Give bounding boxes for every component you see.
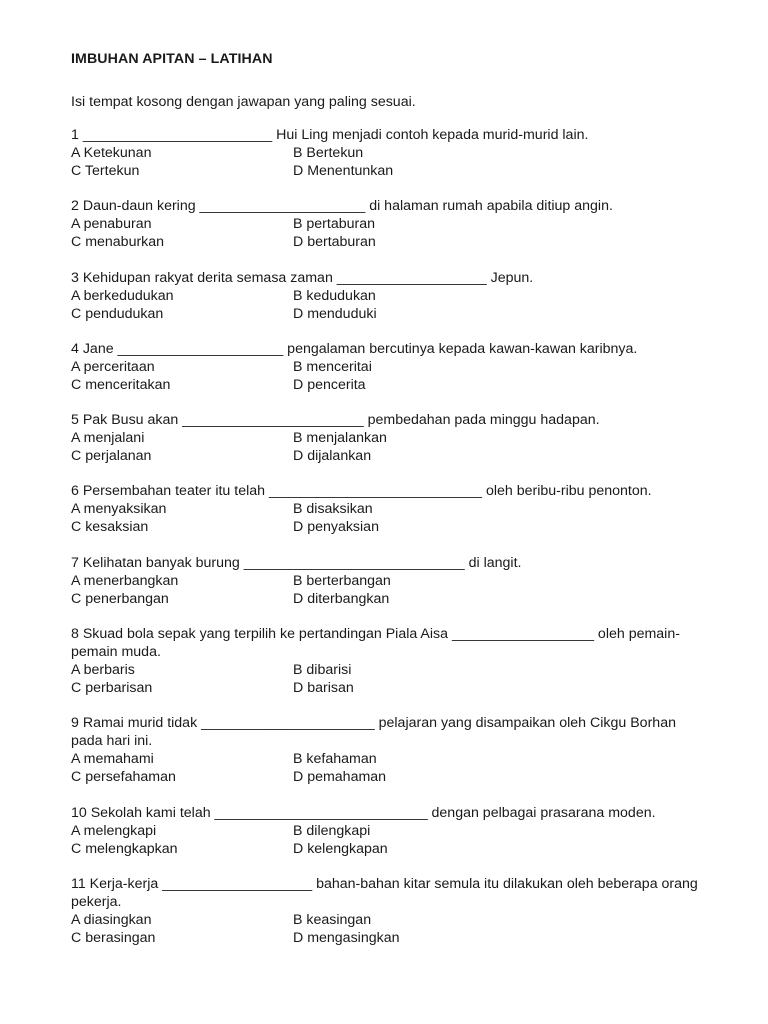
option-c: C berasingan xyxy=(71,929,156,946)
option-d: D diterbangkan xyxy=(293,590,390,607)
option-a: A melengkapi xyxy=(71,822,157,839)
option-a: A menjalani xyxy=(71,430,145,447)
option-b: B menjalankan xyxy=(293,430,387,447)
question-7 xyxy=(71,554,711,608)
option-b: B dilengkapi xyxy=(293,822,371,839)
option-row xyxy=(71,376,711,394)
option-row xyxy=(71,750,711,768)
question-list xyxy=(71,126,711,947)
worksheet-page xyxy=(71,49,711,964)
option-a: A berkedudukan xyxy=(71,287,174,304)
question-4 xyxy=(71,340,711,394)
option-row xyxy=(71,840,711,858)
option-row xyxy=(71,572,711,590)
question-stem: 2 Daun-daun kering _____________________ di halaman rumah apabila ditiup angin. xyxy=(71,198,613,215)
option-row xyxy=(71,447,711,465)
question-5 xyxy=(71,411,711,465)
option-d: D barisan xyxy=(293,680,354,697)
option-b: B berterbangan xyxy=(293,572,391,589)
option-d: D dijalankan xyxy=(293,448,372,465)
document-title: IMBUHAN APITAN – LATIHAN xyxy=(71,51,273,67)
option-row xyxy=(71,929,711,947)
question-stem: 8 Skuad bola sepak yang terpilih ke pertandingan Piala Aisa __________________ oleh pemain-pemain muda. xyxy=(71,626,680,661)
option-b: B menceritai xyxy=(293,358,372,375)
option-b: B kedudukan xyxy=(293,287,376,304)
option-row xyxy=(71,305,711,323)
option-c: C menaburkan xyxy=(71,234,165,251)
option-row xyxy=(71,144,711,162)
instruction-text: Isi tempat kosong dengan jawapan yang paling sesuai. xyxy=(71,94,416,110)
option-c: C kesaksian xyxy=(71,519,149,536)
option-c: C penerbangan xyxy=(71,590,169,607)
option-a: A berbaris xyxy=(71,662,135,679)
option-c: C pendudukan xyxy=(71,305,164,322)
option-b: B Bertekun xyxy=(293,145,364,161)
option-row xyxy=(71,287,711,305)
option-a: A menerbangkan xyxy=(71,572,179,589)
question-9 xyxy=(71,714,711,786)
option-row xyxy=(71,518,711,536)
question-stem: 11 Kerja-kerja ___________________ bahan-bahan kitar semula itu dilakukan oleh beberapa orang pekerja. xyxy=(71,875,698,910)
option-row xyxy=(71,679,711,697)
question-stem: 10 Sekolah kami telah ___________________________ dengan pelbagai prasarana moden. xyxy=(71,804,656,821)
option-a: A memahami xyxy=(71,751,154,768)
option-d: D mengasingkan xyxy=(293,929,400,946)
option-row xyxy=(71,358,711,376)
option-d: D Menentunkan xyxy=(293,163,394,179)
option-row xyxy=(71,590,711,608)
option-row xyxy=(71,911,711,929)
question-stem: 3 Kehidupan rakyat derita semasa zaman ___________________ Jepun. xyxy=(71,269,534,286)
option-d: D pencerita xyxy=(293,376,366,393)
option-row xyxy=(71,661,711,679)
option-row xyxy=(71,233,711,251)
option-c: C Tertekun xyxy=(71,163,140,179)
question-11 xyxy=(71,875,711,947)
question-stem: 9 Ramai murid tidak ______________________ pelajaran yang disampaikan oleh Cikgu Borhan pada hari ini. xyxy=(71,715,676,750)
question-6 xyxy=(71,482,711,536)
question-1 xyxy=(71,126,711,180)
question-10 xyxy=(71,804,711,858)
option-c: C perjalanan xyxy=(71,448,152,465)
option-row xyxy=(71,429,711,447)
option-row xyxy=(71,822,711,840)
question-8 xyxy=(71,625,711,697)
option-b: B disaksikan xyxy=(293,501,373,518)
option-b: B dibarisi xyxy=(293,662,352,679)
option-row xyxy=(71,162,711,180)
question-3 xyxy=(71,269,711,323)
question-stem: 5 Pak Busu akan _______________________ pembedahan pada minggu hadapan. xyxy=(71,412,600,429)
option-a: A perceritaan xyxy=(71,358,155,375)
option-d: D pemahaman xyxy=(293,769,387,786)
option-a: A diasingkan xyxy=(71,911,152,928)
option-d: D menduduki xyxy=(293,305,377,322)
option-b: B keasingan xyxy=(293,911,372,928)
option-c: C persefahaman xyxy=(71,769,176,786)
option-a: A menyaksikan xyxy=(71,501,167,518)
option-b: B pertaburan xyxy=(293,216,376,233)
question-stem: 4 Jane _____________________ pengalaman bercutinya kepada kawan-kawan karibnya. xyxy=(71,340,638,357)
option-row xyxy=(71,215,711,233)
option-c: C perbarisan xyxy=(71,680,153,697)
option-c: C menceritakan xyxy=(71,376,171,393)
option-row xyxy=(71,768,711,786)
question-stem: 1 ________________________ Hui Ling menjadi contoh kepada murid-murid lain. xyxy=(71,127,589,143)
option-a: A Ketekunan xyxy=(71,145,152,161)
option-a: A penaburan xyxy=(71,216,152,233)
option-d: D penyaksian xyxy=(293,519,379,536)
option-row xyxy=(71,500,711,518)
option-b: B kefahaman xyxy=(293,751,377,768)
question-stem: 6 Persembahan teater itu telah ___________________________ oleh beribu-ribu penonton. xyxy=(71,483,652,500)
question-stem: 7 Kelihatan banyak burung ____________________________ di langit. xyxy=(71,554,522,571)
option-d: D bertaburan xyxy=(293,234,376,251)
question-2 xyxy=(71,197,711,251)
option-d: D kelengkapan xyxy=(293,840,388,857)
option-c: C melengkapkan xyxy=(71,840,178,857)
